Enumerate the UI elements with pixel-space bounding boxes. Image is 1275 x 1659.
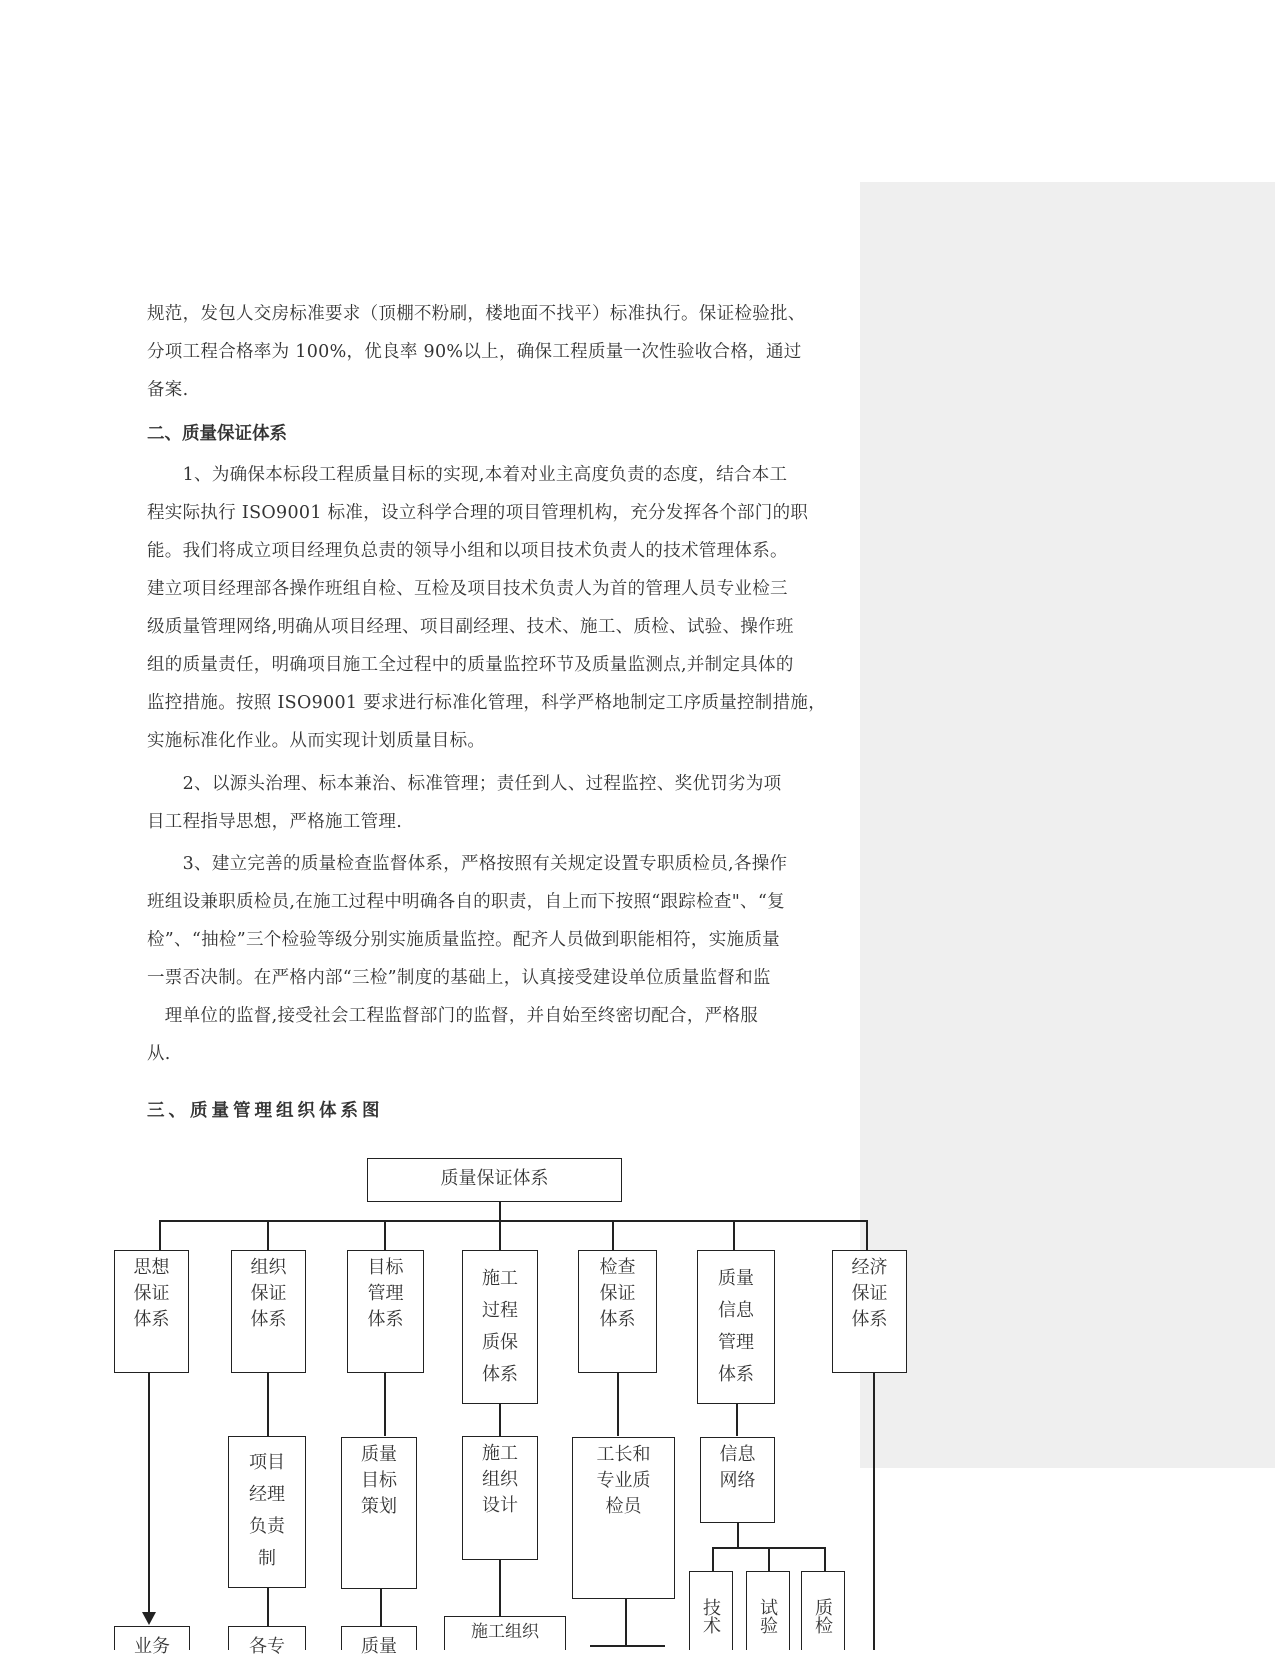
connector	[267, 1588, 269, 1626]
section-heading-3: 三、质量管理组织体系图	[147, 1101, 384, 1121]
connector	[148, 1373, 150, 1623]
text-line: 目工程指导思想，严格施工管理.	[147, 812, 403, 832]
info-sub-box-qc: 质检	[801, 1571, 845, 1650]
connector	[612, 1220, 614, 1250]
system-box-economic: 经济保证体系	[832, 1250, 907, 1373]
connector	[733, 1220, 735, 1250]
connector	[737, 1523, 739, 1547]
text-line: 建立项目经理部各操作班组自检、互检及项目技术负责人为首的管理人员专业检三	[147, 579, 788, 599]
system-box-organization: 组织保证体系	[231, 1250, 306, 1373]
connector	[824, 1547, 826, 1571]
connector	[768, 1547, 770, 1571]
system-box-target: 目标管理体系	[347, 1250, 424, 1373]
side-panel	[860, 182, 1275, 1468]
system-box-construction: 施工过程质保体系	[462, 1250, 538, 1404]
text-line: 备案.	[147, 380, 189, 400]
info-sub-box-test: 试验	[746, 1571, 790, 1650]
section-heading-2: 二、质量保证体系	[147, 424, 287, 444]
text-line: 实施标准化作业。从而实现计划质量目标。	[147, 731, 486, 751]
text-line: 能。我们将成立项目经理负总责的领导小组和以项目技术负责人的技术管理体系。	[147, 541, 788, 561]
system-box-thought: 思想保证体系	[114, 1250, 189, 1373]
level3-box-specialty: 各专	[228, 1626, 306, 1650]
text-line: 从.	[147, 1044, 171, 1064]
connector	[267, 1373, 269, 1436]
connector	[499, 1560, 501, 1616]
text-line: 1、为确保本标段工程质量目标的实现,本着对业主高度负责的态度，结合本工	[147, 465, 788, 485]
connector	[384, 1373, 386, 1436]
connector	[866, 1220, 868, 1250]
level3-box-quality: 质量	[341, 1626, 417, 1650]
connector	[873, 1373, 875, 1650]
connector	[159, 1220, 161, 1250]
connector	[590, 1645, 665, 1647]
text-line: 一票否决制。在严格内部“三检”制度的基础上，认真接受建设单位质量监督和监	[147, 968, 771, 988]
info-sub-box-tech: 技术	[689, 1571, 733, 1650]
text-line: 分项工程合格率为 100%，优良率 90%以上，确保工程质量一次性验收合格，通过	[147, 342, 802, 362]
diagram-root-box: 质量保证体系	[367, 1158, 622, 1202]
text-line: 级质量管理网络,明确从项目经理、项目副经理、技术、施工、质检、试验、操作班	[147, 617, 794, 637]
text-line: 2、以源头治理、标本兼治、标准管理；责任到人、过程监控、奖优罚劣为项	[147, 774, 782, 794]
text-line: 规范，发包人交房标准要求（顶棚不粉刷，楼地面不找平）标准执行。保证检验批、	[147, 304, 806, 324]
connector	[617, 1373, 619, 1436]
org-box-construction-design: 施工组织设计	[462, 1436, 538, 1560]
connector	[736, 1404, 738, 1436]
system-box-info: 质量信息管理体系	[697, 1250, 775, 1404]
connector	[499, 1220, 501, 1250]
connector	[625, 1599, 627, 1645]
connector	[384, 1220, 386, 1250]
org-box-quality-target: 质量目标策划	[341, 1437, 417, 1589]
org-box-foreman-inspector: 工长和专业质检员	[572, 1437, 675, 1599]
text-line: 程实际执行 ISO9001 标准，设立科学合理的项目管理机构，充分发挥各个部门的职	[147, 503, 809, 523]
connector	[712, 1547, 714, 1571]
connector	[380, 1589, 382, 1626]
connector	[499, 1202, 501, 1220]
org-box-manager-responsibility: 项目经理负责制	[228, 1436, 306, 1588]
text-line: 理单位的监督,接受社会工程监督部门的监督，并自始至终密切配合，严格服	[147, 1006, 759, 1026]
connector	[267, 1220, 269, 1250]
text-line: 班组设兼职质检员,在施工过程中明确各自的职责，自上而下按照“跟踪检查"、“复	[147, 892, 785, 912]
text-line: 3、建立完善的质量检查监督体系，严格按照有关规定设置专职质检员,各操作	[147, 854, 788, 874]
level3-box-construction-org: 施工组织	[444, 1616, 566, 1650]
org-box-info-network: 信息网络	[700, 1437, 775, 1523]
arrow-down-icon	[141, 1610, 157, 1626]
text-line: 监控措施。按照 ISO9001 要求进行标准化管理，科学严格地制定工序质量控制措施，	[147, 693, 827, 713]
connector	[159, 1220, 866, 1222]
system-box-inspection: 检查保证体系	[578, 1250, 657, 1373]
text-line: 组的质量责任，明确项目施工全过程中的质量监控环节及质量监测点,并制定具体的	[147, 655, 794, 675]
level3-box-business: 业务	[114, 1626, 190, 1650]
connector	[499, 1404, 501, 1436]
text-line: 检”、“抽检”三个检验等级分别实施质量监控。配齐人员做到职能相符，实施质量	[147, 930, 780, 950]
